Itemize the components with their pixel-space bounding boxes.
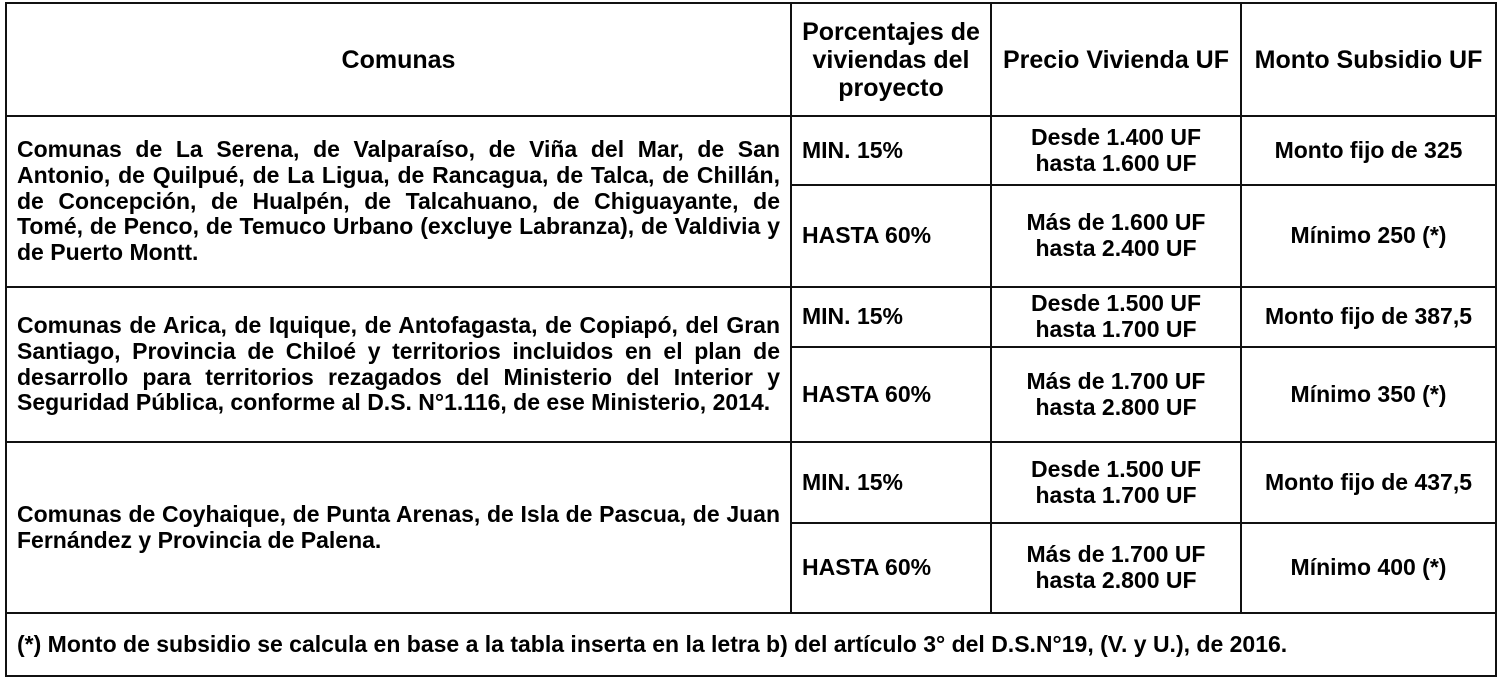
group-1-row-1-monto: Monto fijo de 325 [1241, 116, 1496, 185]
group-3-row-2-porcentaje: HASTA 60% [791, 523, 991, 613]
group-3-row-1-precio: Desde 1.500 UF hasta 1.700 UF [991, 442, 1241, 523]
table-row [6, 442, 1496, 523]
group-1-row-2-monto: Mínimo 250 (*) [1241, 185, 1496, 287]
group-2-row-1-monto: Monto fijo de 387,5 [1241, 287, 1496, 347]
group-2-row-2-porcentaje: HASTA 60% [791, 347, 991, 442]
group-3-row-2-precio: Más de 1.700 UF hasta 2.800 UF [991, 523, 1241, 613]
group-3-row-1-porcentaje: MIN. 15% [791, 442, 991, 523]
table-row [6, 287, 1496, 347]
group-2-row-2-precio: Más de 1.700 UF hasta 2.800 UF [991, 347, 1241, 442]
header-comunas: Comunas [6, 3, 791, 116]
group-1-row-2-precio: Más de 1.600 UF hasta 2.400 UF [991, 185, 1241, 287]
header-row [6, 3, 1496, 116]
group-3-comunas: Comunas de Coyhaique, de Punta Arenas, de Isla de Pascua, de Juan Fernández y Provincia de Palena. [6, 442, 791, 613]
footnote-text: (*) Monto de subsidio se calcula en base a la tabla inserta en la letra b) del artículo 3° del D.S.N°19, (V. y U.), de 2016. [6, 613, 1496, 676]
header-monto: Monto Subsidio UF [1241, 3, 1496, 116]
subsidy-table [5, 2, 1497, 677]
group-3-row-2-monto: Mínimo 400 (*) [1241, 523, 1496, 613]
group-1-row-2-porcentaje: HASTA 60% [791, 185, 991, 287]
group-1-row-1-porcentaje: MIN. 15% [791, 116, 991, 185]
header-precio: Precio Vivienda UF [991, 3, 1241, 116]
group-2-comunas: Comunas de Arica, de Iquique, de Antofagasta, de Copiapó, del Gran Santiago, Provincia de Chiloé y territorios incluidos en el plan de desarrollo para territorios rezagados del Ministerio del Interior y Seguridad Pública, conforme al D.S. N°1.116, de ese Ministerio, 2014. [6, 287, 791, 442]
header-porcentajes: Porcentajes de viviendas del proyecto [791, 3, 991, 116]
group-3-row-1-monto: Monto fijo de 437,5 [1241, 442, 1496, 523]
group-1-comunas: Comunas de La Serena, de Valparaíso, de Viña del Mar, de San Antonio, de Quilpué, de La Ligua, de Rancagua, de Talca, de Chillán, de Concepción, de Hualpén, de Talcahuano, de Chiguayante, de Tomé, de Penco, de Temuco Urbano (excluye Labranza), de Valdivia y de Puerto Montt. [6, 116, 791, 287]
group-1-row-1-precio: Desde 1.400 UF hasta 1.600 UF [991, 116, 1241, 185]
group-2-row-1-precio: Desde 1.500 UF hasta 1.700 UF [991, 287, 1241, 347]
footnote-row [6, 613, 1496, 676]
group-2-row-1-porcentaje: MIN. 15% [791, 287, 991, 347]
table-row [6, 116, 1496, 185]
group-2-row-2-monto: Mínimo 350 (*) [1241, 347, 1496, 442]
